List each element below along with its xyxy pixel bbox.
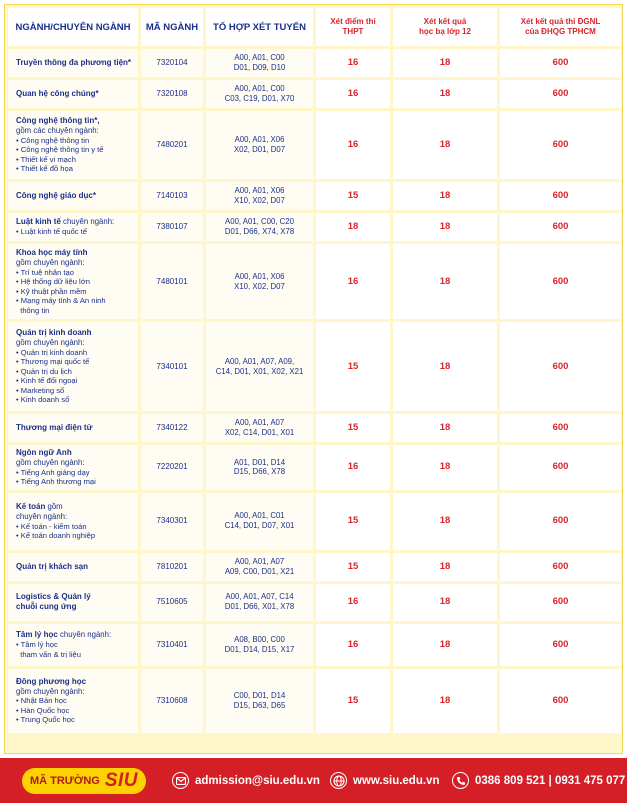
admission-table-sheet — [4, 4, 623, 754]
major-cell — [8, 493, 138, 550]
hocba-score-cell: 18 — [393, 322, 497, 411]
specialization-item: • Trí tuệ nhân tạo — [16, 267, 74, 277]
major-cell — [8, 322, 138, 411]
phone-contact[interactable] — [452, 772, 625, 789]
thpt-score-cell: 16 — [316, 49, 390, 77]
thpt-score-cell: 16 — [316, 624, 390, 666]
specialization-item: • Thiết kế đồ họa — [16, 164, 73, 174]
major-cell — [8, 669, 138, 733]
major-cell — [8, 80, 138, 108]
major-code-cell: 7510605 — [141, 584, 203, 621]
hocba-score-cell: 18 — [393, 182, 497, 210]
header-thpt: Xét điểm thi THPT — [316, 8, 390, 46]
table-row — [8, 445, 621, 490]
major-subtitle: chuyên ngành: — [57, 630, 112, 640]
specialization-item: • Tiếng Anh giảng dạy — [16, 467, 90, 477]
specialization-item: • Quản trị kinh doanh — [16, 347, 88, 357]
major-title: Quản trị khách sạn — [16, 561, 89, 571]
subject-combo-cell: A08, B00, C00 D01, D14, D15, X17 — [206, 624, 313, 666]
hocba-score-cell: 18 — [393, 49, 497, 77]
major-subtitle: gồm chuyên ngành: — [16, 458, 85, 467]
major-title: Truyền thông đa phương tiện* — [16, 58, 132, 67]
hocba-score-cell: 18 — [393, 244, 497, 319]
major-cell — [8, 414, 138, 442]
table-row — [8, 624, 621, 666]
subject-combo-cell: A00, A01, C00, C20 D01, D66, X74, X78 — [206, 213, 313, 241]
major-cell — [8, 553, 138, 581]
dgnl-score-cell: 600 — [500, 49, 621, 77]
table-body — [8, 49, 621, 733]
major-title: Công nghệ giáo dục* — [16, 191, 96, 200]
table-row — [8, 584, 621, 621]
table-row — [8, 111, 621, 179]
thpt-score-cell: 15 — [316, 414, 390, 442]
major-code-cell: 7320108 — [141, 80, 203, 108]
header-hocba: Xét kết quả học bạ lớp 12 — [393, 8, 497, 46]
major-title: Luật kinh tế — [16, 217, 61, 227]
thpt-score-cell: 16 — [316, 584, 390, 621]
contact-footer — [0, 758, 627, 803]
subject-combo-cell: A00, A01, A07 X02, C14, D01, X01 — [206, 414, 313, 442]
major-subtitle: gồm các chuyên ngành: — [16, 126, 99, 136]
major-code-cell: 7140103 — [141, 182, 203, 210]
major-title: Ngôn ngữ Anh — [16, 448, 72, 457]
website-contact[interactable] — [330, 772, 439, 789]
subject-combo-cell: C00, D01, D14 D15, D63, D65 — [206, 669, 313, 733]
dgnl-score-cell: 600 — [500, 445, 621, 490]
email-icon — [172, 772, 189, 789]
hocba-score-cell: 18 — [393, 553, 497, 581]
hocba-score-cell: 18 — [393, 111, 497, 179]
admission-table — [5, 5, 623, 736]
specialization-item: tham vấn & trị liệu — [16, 649, 81, 659]
hocba-score-cell: 18 — [393, 213, 497, 241]
major-title: Tâm lý học — [16, 630, 58, 640]
major-subtitle: chuyên ngành: — [60, 217, 115, 227]
school-code-label: MÃ TRƯỜNG — [29, 775, 100, 787]
hocba-score-cell: 18 — [393, 80, 497, 108]
table-row — [8, 553, 621, 581]
major-code-cell: 7310608 — [141, 669, 203, 733]
table-row — [8, 182, 621, 210]
thpt-score-cell: 15 — [316, 322, 390, 411]
major-cell — [8, 584, 138, 621]
major-cell — [8, 111, 138, 179]
specialization-item: • Luật kinh tế quốc tế — [16, 227, 88, 237]
specialization-item: • Kinh tế đối ngoại — [16, 376, 78, 386]
major-subtitle: gồm chuyên ngành: — [16, 257, 85, 267]
specialization-item: thông tin — [16, 305, 50, 315]
major-code-cell: 7220201 — [141, 445, 203, 490]
header-major: NGÀNH/CHUYÊN NGÀNH — [8, 8, 138, 46]
thpt-score-cell: 15 — [316, 669, 390, 733]
hocba-score-cell: 18 — [393, 414, 497, 442]
specialization-item: • Hệ thống dữ liệu lớn — [16, 277, 90, 287]
hocba-score-cell: 18 — [393, 493, 497, 550]
specialization-item: • Kỹ thuật phần mềm — [16, 286, 87, 296]
major-code-cell: 7320104 — [141, 49, 203, 77]
header-code: MÃ NGÀNH — [141, 8, 203, 46]
subject-combo-cell: A00, A01, C00 C03, C19, D01, X70 — [206, 80, 313, 108]
specialization-item: • Thiết kế vi mạch — [16, 154, 76, 164]
specialization-item: • Tiếng Anh thương mại — [16, 477, 96, 487]
major-title: Thương mại điện tử — [16, 423, 93, 432]
major-cell — [8, 445, 138, 490]
table-row — [8, 213, 621, 241]
table-row — [8, 414, 621, 442]
major-subtitle: gồm chuyên ngành: — [16, 338, 85, 348]
school-code-logo: SIU — [104, 770, 139, 791]
dgnl-score-cell: 600 — [500, 182, 621, 210]
major-cell — [8, 244, 138, 319]
dgnl-score-cell: 600 — [500, 322, 621, 411]
specialization-item: • Marketing số — [16, 385, 65, 395]
major-code-cell: 7480101 — [141, 244, 203, 319]
subject-combo-cell: A00, A01, A07, A09, C14, D01, X01, X02, X21 — [206, 322, 313, 411]
table-row — [8, 322, 621, 411]
specialization-item: • Kế toán - kiểm toán — [16, 521, 87, 531]
specialization-item: • Thương mại quốc tế — [16, 357, 90, 367]
specialization-item: • Trung Quốc học — [16, 715, 75, 725]
thpt-score-cell: 16 — [316, 111, 390, 179]
thpt-score-cell: 15 — [316, 553, 390, 581]
subject-combo-cell: A00, A01, A07, C14 D01, D66, X01, X78 — [206, 584, 313, 621]
major-code-cell: 7480201 — [141, 111, 203, 179]
table-row — [8, 49, 621, 77]
email-contact[interactable] — [172, 772, 320, 789]
school-code-badge — [22, 768, 146, 794]
subject-combo-cell: A00, A01, A07 A09, C00, D01, X21 — [206, 553, 313, 581]
hocba-score-cell: 18 — [393, 669, 497, 733]
header-dgnl: Xét kết quả thi ĐGNL của ĐHQG TPHCM — [500, 8, 621, 46]
website-text[interactable]: www.siu.edu.vn — [353, 774, 440, 787]
major-code-cell: 7810201 — [141, 553, 203, 581]
thpt-score-cell: 15 — [316, 182, 390, 210]
dgnl-score-cell: 600 — [500, 80, 621, 108]
dgnl-score-cell: 600 — [500, 111, 621, 179]
subject-combo-cell: A00, A01, C01 C14, D01, D07, X01 — [206, 493, 313, 550]
subject-combo-cell: A00, A01, X06 X02, D01, D07 — [206, 111, 313, 179]
major-code-cell: 7340101 — [141, 322, 203, 411]
major-title: Logistics & Quản lý chuỗi cung ứng — [16, 592, 91, 612]
major-cell — [8, 49, 138, 77]
subject-combo-cell: A01, D01, D14 D15, D66, X78 — [206, 445, 313, 490]
major-subtitle: gồm chuyên ngành: — [16, 686, 85, 696]
dgnl-score-cell: 600 — [500, 244, 621, 319]
major-title: Khoa học máy tính — [16, 247, 88, 257]
dgnl-score-cell: 600 — [500, 584, 621, 621]
dgnl-score-cell: 600 — [500, 624, 621, 666]
major-title: Công nghệ thông tin*, — [16, 116, 100, 126]
hocba-score-cell: 18 — [393, 445, 497, 490]
major-code-cell: 7310401 — [141, 624, 203, 666]
major-title: Kế toán — [16, 501, 46, 511]
email-text[interactable]: admission@siu.edu.vn — [195, 774, 320, 787]
dgnl-score-cell: 600 — [500, 553, 621, 581]
major-code-cell: 7340122 — [141, 414, 203, 442]
phone-icon — [452, 772, 469, 789]
major-code-cell: 7380107 — [141, 213, 203, 241]
major-cell — [8, 182, 138, 210]
bottom-margin — [0, 803, 627, 808]
major-title: Quản trị kinh doanh — [16, 328, 92, 338]
major-cell — [8, 624, 138, 666]
hocba-score-cell: 18 — [393, 624, 497, 666]
table-row — [8, 80, 621, 108]
thpt-score-cell: 18 — [316, 213, 390, 241]
hocba-score-cell: 18 — [393, 584, 497, 621]
thpt-score-cell: 16 — [316, 244, 390, 319]
specialization-item: • Tâm lý học — [16, 640, 58, 650]
major-title: Đông phương học — [16, 676, 87, 686]
specialization-item: • Công nghệ thông tin — [16, 135, 90, 145]
subject-combo-cell: A00, A01, X06 X10, X02, D07 — [206, 182, 313, 210]
specialization-item: • Kế toán doanh nghiệp — [16, 531, 96, 541]
dgnl-score-cell: 600 — [500, 493, 621, 550]
specialization-item: • Nhật Bản học — [16, 696, 67, 706]
specialization-item: • Hàn Quốc học — [16, 705, 70, 715]
dgnl-score-cell: 600 — [500, 669, 621, 733]
major-cell — [8, 213, 138, 241]
major-code-cell: 7340301 — [141, 493, 203, 550]
table-row — [8, 244, 621, 319]
specialization-item: • Kinh doanh số — [16, 395, 70, 405]
specialization-item: • Mạng máy tính & An ninh — [16, 296, 106, 306]
table-header-row — [8, 8, 621, 46]
thpt-score-cell: 15 — [316, 493, 390, 550]
dgnl-score-cell: 600 — [500, 213, 621, 241]
globe-icon — [330, 772, 347, 789]
header-combo: TỔ HỢP XÉT TUYỂN — [206, 8, 313, 46]
thpt-score-cell: 16 — [316, 80, 390, 108]
dgnl-score-cell: 600 — [500, 414, 621, 442]
subject-combo-cell: A00, A01, C00 D01, D09, D10 — [206, 49, 313, 77]
table-row — [8, 669, 621, 733]
thpt-score-cell: 16 — [316, 445, 390, 490]
table-row — [8, 493, 621, 550]
phone-text[interactable]: 0386 809 521 | 0931 475 077 — [475, 774, 626, 787]
specialization-item: • Công nghệ thông tin y tế — [16, 145, 104, 155]
subject-combo-cell: A00, A01, X06 X10, X02, D07 — [206, 244, 313, 319]
major-title: Quan hệ công chúng* — [16, 89, 99, 98]
major-subtitle: gồm chuyên ngành: — [16, 501, 68, 521]
specialization-item: • Quản trị du lịch — [16, 366, 72, 376]
